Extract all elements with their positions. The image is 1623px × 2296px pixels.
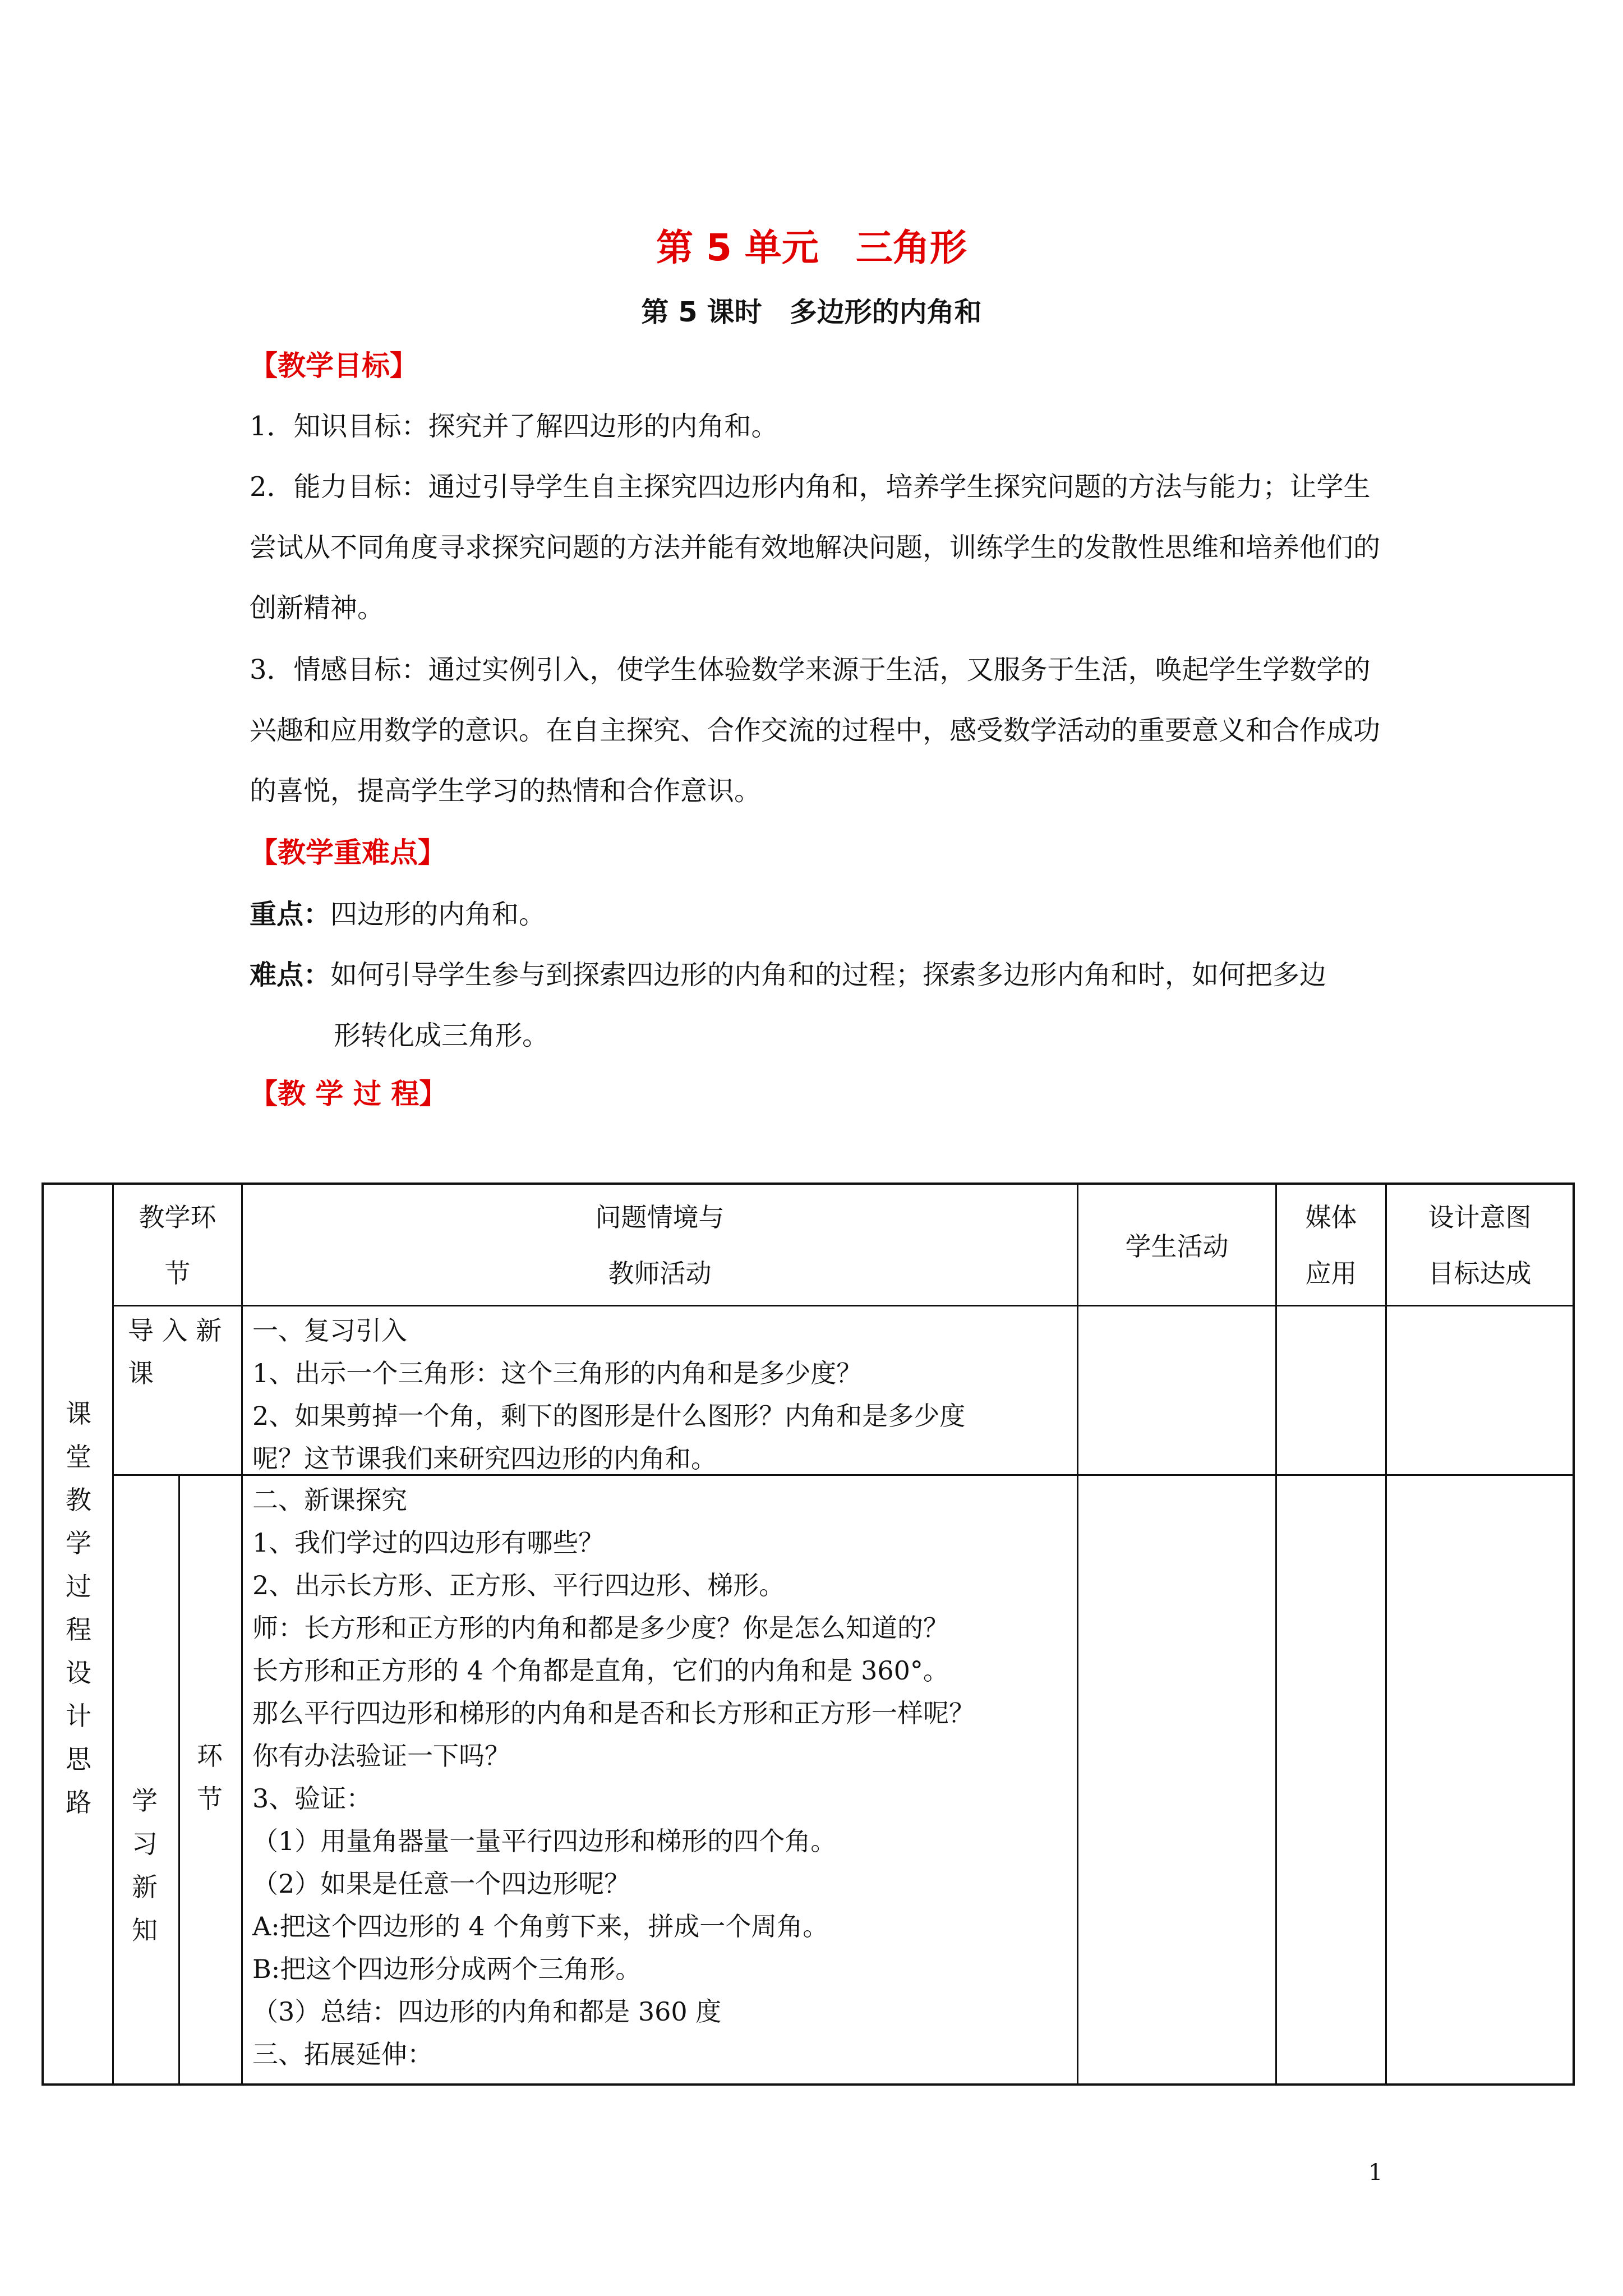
header-situation	[243, 1196, 1077, 1295]
row1-stage: 导 入 新 课	[128, 1315, 222, 1388]
header-media-line2: 应用	[1305, 1258, 1357, 1289]
cell-line: （2）如果是任意一个四边形呢？	[252, 1869, 630, 1899]
cell-line: 那么平行四边形和梯形的内角和是否和长方形和正方形一样呢？	[252, 1698, 975, 1728]
vertical-char: 学	[132, 1786, 158, 1816]
header-design-line1: 设计意图	[1428, 1202, 1532, 1232]
cell-line: （3）总结：四边形的内角和都是 360 度	[252, 1996, 722, 2027]
objective-item-2: 2．能力目标：通过引导学生自主探究四边形内角和，培养学生探究问题的方法与能力；让学生尝试从不同角度寻求探究问题的方法并能有效地解决问题，训练学生的发散性思维和培养他们的创新精神。	[250, 471, 1381, 624]
cell-line: 你有办法验证一下吗？	[252, 1741, 510, 1771]
row2-stage-a	[128, 1779, 162, 1952]
cell-line: 1、出示一个三角形：这个三角形的内角和是多少度？	[252, 1358, 863, 1388]
table-divider	[112, 1185, 114, 2083]
header-design-line2: 目标达成	[1428, 1258, 1532, 1289]
vertical-char: 课	[66, 1398, 91, 1429]
header-stage-line2: 节	[164, 1258, 191, 1289]
cell-line: 2、出示长方形、正方形、平行四边形、梯形。	[252, 1570, 785, 1600]
table-divider	[112, 1305, 1573, 1306]
header-stage	[114, 1196, 241, 1295]
cell-line: 二、新课探究	[252, 1485, 407, 1515]
cell-line: A:把这个四边形的 4 个角剪下来，拼成一个周角。	[252, 1911, 829, 1941]
vertical-char: 路	[66, 1787, 91, 1818]
focus-line	[250, 884, 1394, 945]
vertical-char: 习	[132, 1829, 158, 1859]
unit-title: 第 5 单元 三角形	[656, 226, 967, 269]
table-divider	[241, 1185, 243, 2083]
row2-content	[252, 1479, 1071, 2076]
row2-stage-b	[193, 1734, 227, 1821]
cell-line: 师：长方形和正方形的内角和都是多少度？你是怎么知道的？	[252, 1613, 949, 1643]
cell-line: B:把这个四边形分成两个三角形。	[252, 1954, 642, 1984]
page-number: 1	[1368, 2160, 1383, 2185]
key-points-heading: 【教学重难点】	[250, 836, 446, 869]
cell-line: 1、我们学过的四边形有哪些？	[252, 1527, 605, 1558]
objectives-heading: 【教学目标】	[250, 349, 418, 382]
table-divider	[1385, 1185, 1387, 2083]
difficulty-line	[250, 945, 1394, 1005]
vertical-char: 新	[132, 1872, 158, 1902]
objective-item-3: 3．情感目标：通过实例引入，使学生体验数学来源于生活，又服务于生活，唤起学生学数学的兴趣和应用数学的意识。在自主探究、合作交流的过程中，感受数学活动的重要意义和合作成功的喜悦，提高学生学习的热情和合作意识。	[250, 654, 1381, 807]
cell-line: 一、复习引入	[252, 1315, 407, 1346]
cell-line: 2、如果剪掉一个角，剩下的图形是什么图形？内角和是多少度	[252, 1401, 966, 1431]
header-media-line1: 媒体	[1305, 1202, 1357, 1232]
vertical-char: 知	[132, 1915, 158, 1945]
vertical-char: 学	[66, 1528, 91, 1558]
difficulty-text-cont: 形转化成三角形。	[334, 1020, 550, 1051]
vertical-char: 环	[197, 1741, 223, 1771]
header-stage-line1: 教学环	[139, 1202, 216, 1232]
vertical-char: 过	[66, 1571, 91, 1602]
side-label	[62, 1392, 95, 1824]
lesson-title: 第 5 课时 多边形的内角和	[641, 296, 982, 328]
row1-content	[252, 1309, 1071, 1480]
difficulty-label: 难点：	[250, 959, 331, 991]
vertical-char: 计	[66, 1701, 91, 1731]
vertical-char: 思	[66, 1744, 91, 1774]
cell-line: （1）用量角器量一量平行四边形和梯形的四个角。	[252, 1826, 837, 1856]
header-situation-line1: 问题情境与	[595, 1202, 725, 1232]
table-divider	[1077, 1185, 1078, 2083]
cell-line: 长方形和正方形的 4 个角都是直角，它们的内角和是 360°。	[252, 1655, 949, 1686]
header-media	[1277, 1196, 1385, 1295]
vertical-char: 程	[66, 1614, 91, 1645]
cell-line: 三、拓展延伸：	[252, 2039, 433, 2069]
vertical-char: 设	[66, 1658, 91, 1688]
objective-item-1: 1．知识目标：探究并了解四边形的内角和。	[250, 411, 778, 442]
header-situation-line2: 教师活动	[608, 1258, 712, 1289]
lesson-plan-table	[42, 1182, 1575, 2086]
focus-text: 四边形的内角和。	[330, 899, 546, 930]
cell-line: 3、验证：	[252, 1783, 372, 1814]
vertical-char: 节	[197, 1784, 223, 1814]
table-divider	[178, 1474, 180, 2083]
vertical-char: 堂	[66, 1442, 91, 1472]
cell-line: 呢？这节课我们来研究四边形的内角和。	[252, 1443, 717, 1474]
header-design	[1387, 1196, 1573, 1295]
process-heading: 【教 学 过 程】	[250, 1078, 448, 1110]
table-divider	[1275, 1185, 1277, 2083]
focus-label: 重点：	[250, 899, 331, 930]
difficulty-text: 如何引导学生参与到探索四边形的内角和的过程；探索多边形内角和时，如何把多边	[330, 959, 1327, 991]
vertical-char: 教	[66, 1485, 91, 1515]
header-student: 学生活动	[1125, 1231, 1229, 1262]
